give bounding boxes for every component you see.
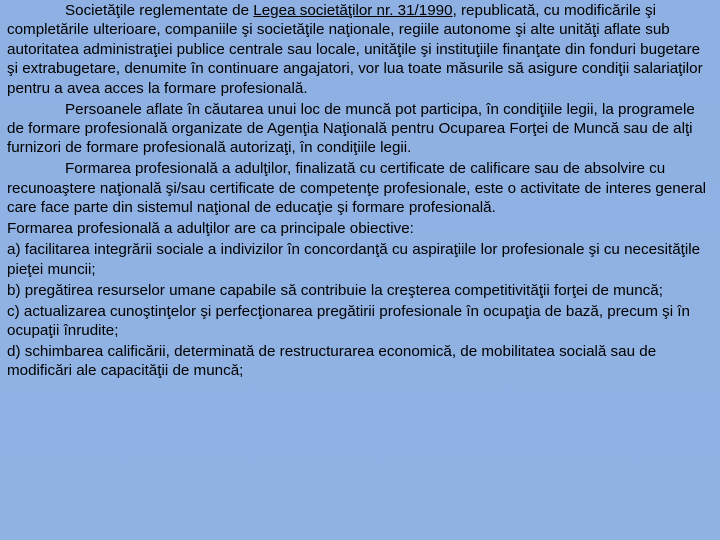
objective-item-a: a) facilitarea integrării sociale a indivizilor în concordanţă cu aspiraţiile lor profesionale şi cu necesităţile pieţei muncii; (7, 241, 701, 278)
objective-item-c: c) actualizarea cunoştinţelor şi perfecţionarea pregătirii profesionale în ocupaţia de bază, precum şi în ocupaţii înrudite; (7, 302, 690, 340)
paragraph-adult-training-definition: Formarea profesională a adulţilor, finalizată cu certificate de calificare sau de absolvire cu recunoaştere naţională şi/sau certificate de competenţe profesionale, este o activitate de interes general care face parte din sistemul naţional de educaţie şi formare profesională. (7, 160, 707, 217)
paragraph-employers-obligations (7, 1, 713, 98)
paragraph-job-seekers: Persoanele aflate în căutarea unui loc de muncă pot participa, în condiţiile legii, la programele de formare profesională organizate de Agenţia Naţională pentru Ocuparea Forţei de Muncă sau de alţi furnizori de formare profesională autorizaţi, în condiţiile legii. (7, 100, 695, 157)
law-reference-link[interactable]: Legea societăţilor nr. 31/1990 (253, 2, 453, 19)
objective-item-b: b) pregătirea resurselor umane capabile să contribuie la creşterea competitivităţii forţei de muncă; (7, 281, 663, 299)
paragraph-text: Societăţile reglementate de (65, 2, 254, 19)
paragraph-objectives-intro: Formarea profesională a adulţilor are ca principale obiective: (7, 220, 414, 238)
paragraph-text: , republicată, cu modificările şi completările ulterioare, companiile şi societăţile naţionale, regiile autonome şi alte unităţi aflate sub autoritatea administraţiei publice centrale sau locale, unităţile şi instituţiile finanţate din fonduri bugetare şi extrabugetare, denumite în continuare angajatori, vor lua toate măsurile să asigure condiţii salariaţilor pentru a avea acces la formare profesională. (7, 2, 703, 97)
document-text-block (7, 1, 713, 382)
objective-item-d: d) schimbarea calificării, determinată de restructurarea economică, de mobilitatea socială sau de modificări ale capacităţii de muncă; (7, 343, 657, 380)
